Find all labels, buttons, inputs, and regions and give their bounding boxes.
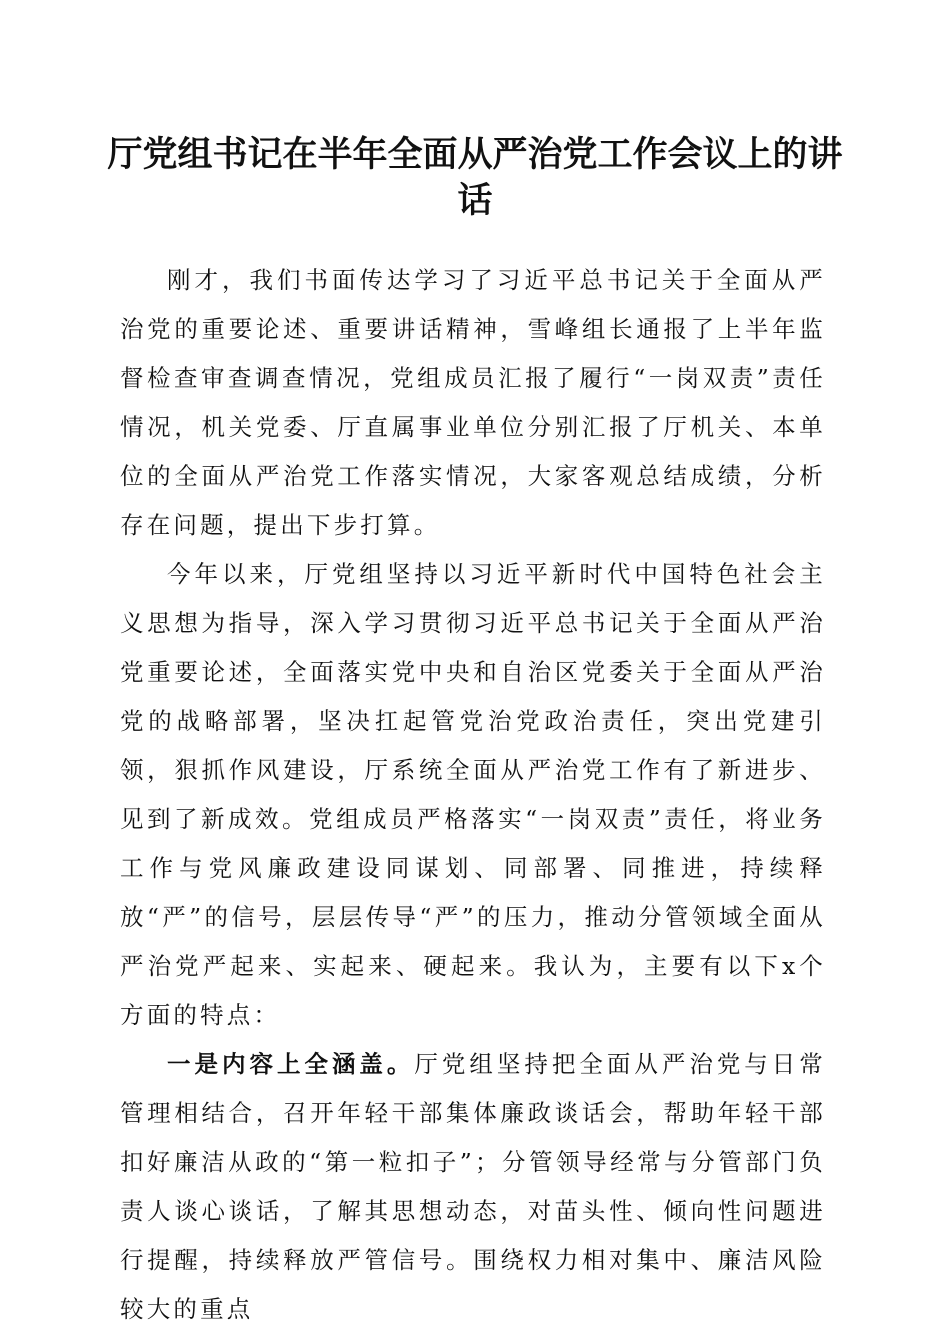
paragraph-1: 刚才，我们书面传达学习了习近平总书记关于全面从严治党的重要论述、重要讲话精神，雪峰组长通报了上半年监督检查审查调查情况，党组成员汇报了履行“一岗双责”责任情况，机关党委、厅直属事业单位分别汇报了厅机关、本单位的全面从严治党工作落实情况，大家客观总结成绩，分析存在问题，提出下步打算。 (120, 266, 826, 539)
point-1-heading: 一是内容上全涵盖。 (167, 1050, 415, 1078)
paragraph-2: 今年以来，厅党组坚持以习近平新时代中国特色社会主义思想为指导，深入学习贯彻习近平总书记关于全面从严治党重要论述，全面落实党中央和自治区党委关于全面从严治党的战略部署，坚决扛起管党治党政治责任，突出党建引领，狠抓作风建设，厅系统全面从严治党工作有了新进步、见到了新成效。党组成员严格落实“一岗双责”责任，将业务工作与党风廉政建设同谋划、同部署、同推进，持续释放“严”的信号，层层传导“严”的压力，推动分管领域全面从严治党严起来、实起来、硬起来。我认为，主要有以下x个方面的特点： (120, 560, 826, 1029)
document-title: 厅党组书记在半年全面从严治党工作会议上的讲话 (107, 134, 843, 221)
point-1-text: 厅党组坚持把全面从严治党与日常管理相结合，召开年轻干部集体廉政谈话会，帮助年轻干部扣好廉洁从政的“第一粒扣子”；分管领导经常与分管部门负责人谈心谈话，了解其思想动态，对苗头性、倾向性问题进行提醒，持续释放严管信号。围绕权力相对集中、廉洁风险较大的重点 (120, 1050, 826, 1323)
document-body (120, 256, 826, 1334)
paragraph-3 (120, 1040, 826, 1334)
